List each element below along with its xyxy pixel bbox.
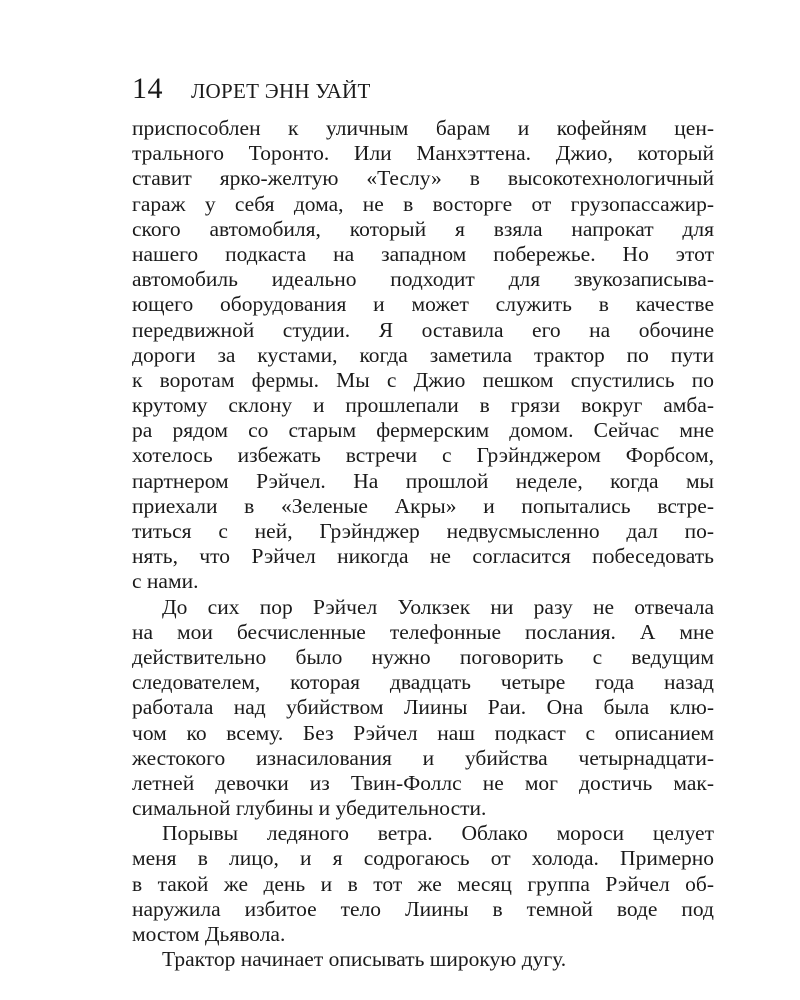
text-line: работала над убийством Лиины Раи. Она была клю- (132, 695, 714, 720)
text-line: ского автомобиля, который я взяла напрокат для (132, 216, 714, 241)
text-line: Трактор начинает описывать широкую дугу. (162, 947, 567, 972)
text-line: ющего оборудования и может служить в качестве (132, 292, 714, 317)
text-line: ра рядом со старым фермерским домом. Сейчас мне (132, 418, 714, 443)
text-line: наружила избитое тело Лиины в темной воде под (132, 896, 714, 921)
text-line: До сих пор Рэйчел Уолкзек ни разу не отвечала (162, 594, 714, 619)
text-line: партнером Рэйчел. На прошлой неделе, когда мы (132, 468, 714, 493)
text-line: приехали в «Зеленые Акры» и попытались встре- (132, 493, 714, 518)
text-line: Порывы ледяного ветра. Облако мороси целует (162, 821, 714, 846)
text-line: чом ко всему. Без Рэйчел наш подкаст с описанием (132, 720, 714, 745)
paragraph (132, 821, 714, 947)
text-line: передвижной студии. Я оставила его на обочине (132, 317, 714, 342)
running-title: ЛОРЕТ ЭНН УАЙТ (191, 79, 371, 103)
page-number: 14 (132, 72, 163, 105)
text-line: хотелось избежать встречи с Грэйнджером Форбсом, (132, 443, 714, 468)
text-line: ставит ярко-желтую «Теслу» в высокотехнологичный (132, 166, 714, 191)
text-line: гараж у себя дома, не в восторге от грузопассажир- (132, 191, 714, 216)
paragraph (132, 116, 714, 595)
text-line: симальной глубины и убедительности. (132, 796, 487, 821)
text-line: крутому склону и прошлепали в грязи вокруг амба- (132, 393, 714, 418)
text-line: в такой же день и в тот же месяц группа Рэйчел об- (132, 871, 714, 896)
body-text (132, 116, 714, 972)
text-line: следователем, которая двадцать четыре года назад (132, 670, 714, 695)
text-line: действительно было нужно поговорить с ведущим (132, 644, 714, 669)
text-line: жестокого изнасилования и убийства четырнадцати- (132, 745, 714, 770)
text-line: нять, что Рэйчел никогда не согласится побеседовать (132, 544, 714, 569)
text-line: летней девочки из Твин-Фоллс не мог достичь мак- (132, 770, 714, 795)
text-line: приспособлен к уличным барам и кофейням цен- (132, 116, 714, 140)
text-line: титься с ней, Грэйнджер недвусмысленно дал по- (132, 519, 714, 543)
text-line: нашего подкаста на западном побережье. Но этот (132, 241, 714, 266)
text-line: трального Торонто. Или Манхэттена. Джио, который (132, 141, 714, 166)
text-line: с нами. (132, 569, 199, 594)
text-line: мостом Дьявола. (132, 922, 286, 946)
text-line: к воротам фермы. Мы с Джио пешком спустились по (132, 367, 714, 392)
page-header (132, 72, 371, 106)
text-line: дороги за кустами, когда заметила трактор по пути (132, 342, 714, 367)
paragraph (132, 595, 714, 822)
text-line: автомобиль идеально подходит для звукозаписыва- (132, 267, 714, 292)
paragraph (132, 947, 714, 972)
text-line: на мои бесчисленные телефонные послания. А мне (132, 619, 714, 644)
text-line: меня в лицо, и я содрогаюсь от холода. Примерно (132, 846, 714, 871)
